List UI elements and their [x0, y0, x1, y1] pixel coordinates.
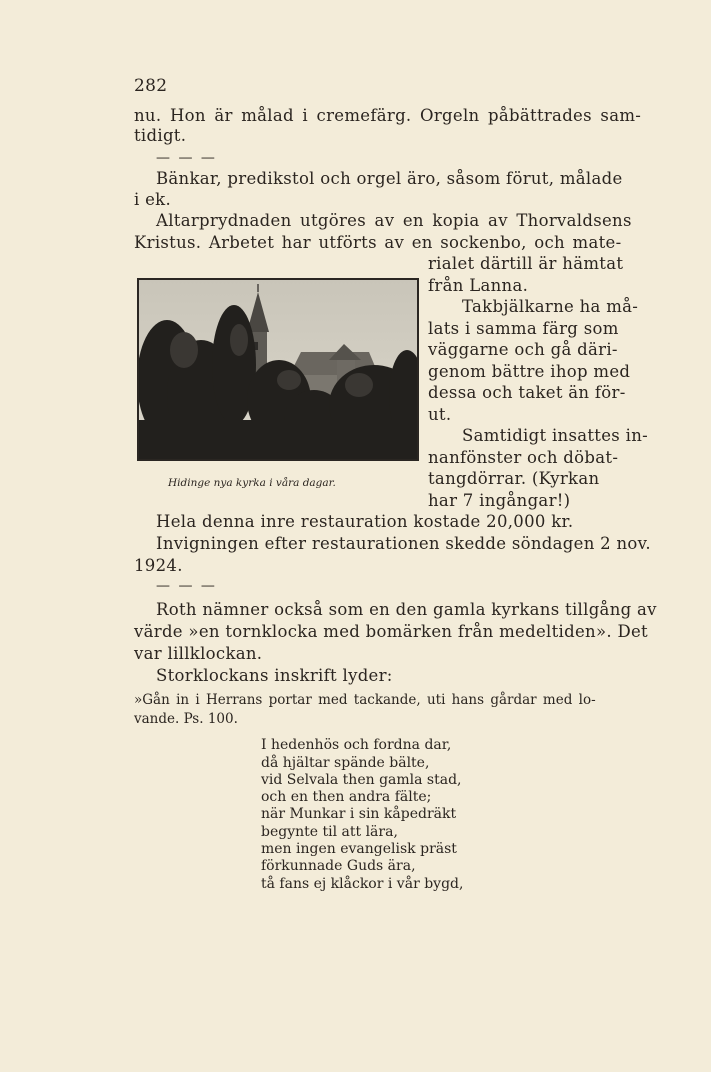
text-line: Bänkar, predikstol och orgel äro, såsom förut, målade	[156, 169, 623, 188]
text-line: från Lanna.	[428, 276, 529, 295]
text-line: har 7 ingångar!)	[428, 491, 571, 510]
text-line: tangdörrar. (Kyrkan	[428, 469, 600, 488]
text-line: rialet därtill är hämtat	[428, 254, 624, 273]
section-separator: — — —	[156, 150, 217, 166]
text-line: Roth nämner också som en den gamla kyrkans tillgång av	[156, 600, 657, 619]
photo-caption: Hidinge nya kyrka i våra dagar.	[168, 477, 336, 489]
church-photo	[137, 278, 419, 461]
text-line: värde »en tornklocka med bomärken från medeltiden». Det	[134, 622, 648, 641]
poem-line: vid Selvala then gamla stad,	[261, 772, 462, 788]
poem-line: tå fans ej klåckor i vår bygd,	[261, 876, 464, 892]
quote-line: »Gån in i Herrans portar med tackande, uti hans gårdar med lo-	[134, 692, 596, 708]
text-line: Hela denna inre restauration kostade 20,000 kr.	[156, 512, 574, 531]
text-line: lats i samma färg som	[428, 319, 619, 338]
text-line: Altarprydnaden utgöres av en kopia av Thorvaldsens	[156, 211, 632, 230]
text-line: var lillklockan.	[134, 644, 263, 663]
text-line: nu. Hon är målad i cremefärg. Orgeln påbättrades sam-	[134, 106, 642, 125]
poem-line: då hjältar spände bälte,	[261, 755, 430, 771]
text-line: genom bättre ihop med	[428, 362, 631, 381]
text-line: i ek.	[134, 190, 172, 209]
section-separator: — — —	[156, 578, 217, 594]
page-number: 282	[134, 76, 168, 96]
text-line: väggarne och gå däri-	[428, 340, 618, 359]
text-line: 1924.	[134, 556, 183, 575]
text-line: Kristus. Arbetet har utförts av en sockenbo, och mate-	[134, 233, 622, 252]
text-line: nanfönster och döbat-	[428, 448, 619, 467]
church-illustration	[139, 280, 417, 459]
text-line: Takbjälkarne ha må-	[462, 297, 639, 316]
text-line: Samtidigt insattes in-	[462, 426, 648, 445]
poem-line: förkunnade Guds ära,	[261, 858, 416, 874]
poem-line: men ingen evangelisk präst	[261, 841, 457, 857]
text-line: Storklockans inskrift lyder:	[156, 666, 393, 685]
text-line: dessa och taket än för-	[428, 383, 626, 402]
text-line: tidigt.	[134, 126, 187, 145]
poem-line: och en then andra fälte;	[261, 789, 432, 805]
poem-line: I hedenhös och fordna dar,	[261, 737, 452, 753]
poem-line: begynte til att lära,	[261, 824, 398, 840]
text-line: Invigningen efter restaurationen skedde söndagen 2 nov.	[156, 534, 651, 553]
quote-line: vande. Ps. 100.	[134, 711, 238, 727]
poem-line: när Munkar i sin kåpedräkt	[261, 806, 457, 822]
text-line: ut.	[428, 405, 452, 424]
